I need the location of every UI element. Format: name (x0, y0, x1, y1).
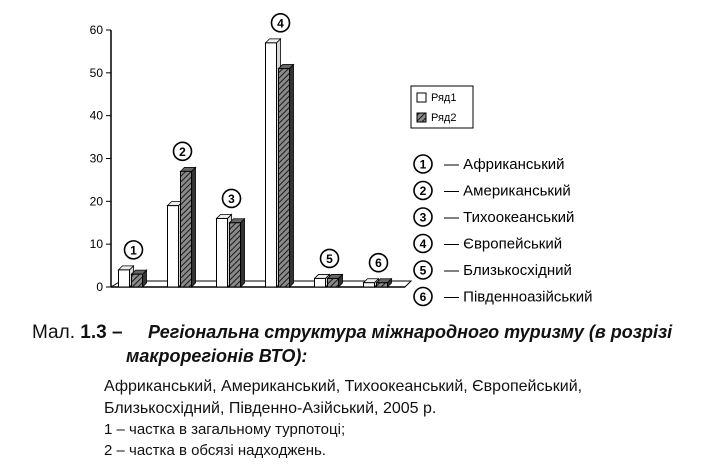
region-number: 3 (419, 210, 427, 225)
y-tick-label: 20 (89, 194, 103, 209)
region-name: — Європейський (444, 235, 563, 253)
region-name: — Південноазійський (444, 288, 593, 306)
figure-prefix: Мал. (32, 322, 81, 343)
y-tick-label: 50 (89, 65, 103, 80)
region-name: — Американський (444, 182, 571, 200)
figure-description-line-2: Близькосхідний, Південно-Азійський, 2005 р. (104, 400, 437, 417)
figure-note-2: 2 – частка в обсязі надходжень. (104, 442, 326, 459)
region-number: 1 (419, 157, 427, 172)
legend-label: Ряд2 (431, 112, 457, 124)
y-tick-label: 30 (89, 151, 103, 166)
y-tick-label: 40 (89, 108, 103, 123)
region-name: — Тихоокеанський (444, 209, 575, 226)
figure-title-line-1: Регіональна структура міжнародного туризму (в розрізі (148, 322, 673, 342)
region-number: 5 (419, 263, 427, 278)
svg-text:4: 4 (277, 16, 284, 31)
region-name: — Близькосхідний (444, 262, 572, 279)
y-tick-label: 10 (89, 237, 103, 252)
y-tick-label: 0 (96, 280, 103, 294)
figure-description-line-1: Африканський, Американський, Тихоокеанський, Європейський, (104, 378, 583, 395)
svg-text:2: 2 (179, 144, 186, 159)
figure-number: 1.3 (80, 322, 107, 343)
svg-text:5: 5 (326, 251, 333, 266)
region-name: — Африканський (444, 156, 565, 173)
legend-label: Ряд1 (431, 92, 457, 104)
figure-dash: – (106, 322, 123, 343)
svg-text:6: 6 (375, 256, 382, 271)
region-number: 4 (419, 237, 427, 251)
y-tick-label: 60 (89, 23, 103, 37)
region-number: 2 (419, 184, 427, 198)
svg-text:1: 1 (130, 243, 137, 258)
figure-label (32, 322, 123, 344)
region-number: 6 (419, 290, 427, 304)
figure-note-1: 1 – частка в загальному турпотоці; (104, 421, 346, 438)
figure-title-line-2: макрорегіонів ВТО): (126, 346, 308, 366)
svg-text:3: 3 (228, 191, 235, 206)
